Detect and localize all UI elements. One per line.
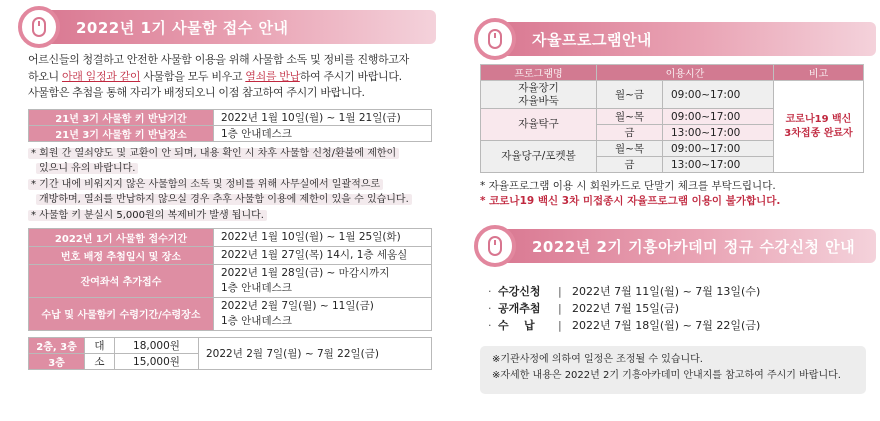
schedule-value: 2022년 7월 15일(금) — [572, 302, 680, 315]
program-time: 09:00~17:00 — [663, 141, 774, 157]
separator-icon: | — [558, 285, 562, 298]
mouse-icon-badge — [474, 225, 516, 267]
intro-text: 사물함을 모두 비우고 — [140, 69, 246, 83]
table-row — [29, 264, 432, 297]
usage-period-cell: 2022년 2월 7일(월) ~ 7월 22일(금) — [199, 337, 432, 369]
apply-period-label: 2022년 1기 사물함 접수기간 — [29, 228, 214, 246]
floor-cell: 3층 — [29, 353, 85, 369]
table-header-row — [481, 65, 864, 81]
program-notes — [480, 179, 878, 209]
program-name — [481, 81, 597, 109]
program-day: 월~목 — [597, 109, 663, 125]
note-line: * 회원 간 열쇠양도 및 교환이 안 되며, 내용 확인 시 차후 사물함 신청/환불에 제한이 — [28, 148, 399, 159]
bullet-icon: · — [488, 285, 492, 298]
academy-banner — [480, 229, 876, 263]
schedule-value: 2022년 7월 11일(월) ~ 7월 13일(수) — [572, 285, 761, 298]
price-cell: 18,000원 — [115, 337, 199, 353]
program-name-line: 자율바둑 — [518, 94, 559, 107]
table-row — [29, 337, 432, 353]
key-return-table — [28, 109, 432, 142]
locker-notes — [28, 146, 436, 223]
program-day: 월~금 — [597, 81, 663, 109]
header-time: 이용시간 — [597, 65, 774, 81]
mouse-icon — [488, 236, 502, 256]
program-banner — [480, 22, 876, 56]
remark-line: 3차접종 완료자 — [784, 127, 853, 139]
draw-label: 번호 배정 추첨일시 및 장소 — [29, 246, 214, 264]
program-name: 자율당구/포켓볼 — [481, 141, 597, 173]
schedule-label: 수강신청 — [498, 285, 541, 298]
program-remark — [774, 81, 864, 173]
program-time: 09:00~17:00 — [663, 109, 774, 125]
header-program: 프로그램명 — [481, 65, 597, 81]
remark-line: 코로나19 백신 — [785, 113, 852, 125]
schedule-row — [488, 317, 878, 334]
note-line: * 기간 내에 비워지지 않은 사물함의 소독 및 정비를 위해 사무실에서 일괄적으로 — [28, 179, 383, 190]
separator-icon: | — [558, 302, 562, 315]
floor-cell: 2층, 3층 — [29, 337, 85, 353]
table-row — [29, 246, 432, 264]
academy-banner-title: 2022년 2기 기흥아카데미 정규 수강신청 안내 — [532, 238, 856, 256]
payment-value — [214, 297, 432, 330]
table-row — [29, 297, 432, 330]
program-day: 금 — [597, 157, 663, 173]
note-item — [28, 177, 436, 207]
note-item — [28, 208, 436, 223]
program-note: * 자율프로그램 이용 시 회원카드로 단말기 체크를 부탁드립니다. — [480, 180, 776, 192]
mouse-icon — [32, 17, 46, 37]
extra-apply-value — [214, 264, 432, 297]
payment-period: 2022년 2월 7일(월) ~ 11일(금) — [221, 299, 374, 312]
schedule-row — [488, 300, 878, 317]
bullet-icon: · — [488, 319, 492, 332]
return-period-value: 2022년 1월 10일(월) ~ 1월 21일(금) — [214, 109, 432, 125]
program-time: 09:00~17:00 — [663, 81, 774, 109]
intro-highlight-return: 열쇠를 반납 — [245, 69, 300, 83]
intro-line-1: 어르신들의 청결하고 안전한 사물함 이용을 위해 사물함 소독 및 정비를 진행하고자 — [28, 53, 409, 66]
bullet-icon: · — [488, 302, 492, 315]
table-row — [29, 228, 432, 246]
program-name: 자율탁구 — [481, 109, 597, 141]
note-line: 있으니 유의 바랍니다. — [36, 163, 138, 174]
mouse-icon-badge — [474, 18, 516, 60]
note-item — [28, 146, 436, 176]
schedule-value: 2022년 7월 18일(월) ~ 7월 22일(금) — [572, 319, 761, 332]
program-name-line: 자율장기 — [518, 82, 559, 94]
mouse-icon-badge — [18, 6, 60, 48]
intro-highlight-schedule: 아래 일정과 같이 — [61, 69, 141, 83]
extra-apply-label: 잔여좌석 추가접수 — [29, 264, 214, 297]
locker-section — [0, 0, 440, 370]
locker-banner-title: 2022년 1기 사물함 접수 안내 — [76, 19, 289, 37]
locker-banner — [24, 10, 436, 44]
fine-print-line: ※기관사정에 의하여 일정은 조정될 수 있습니다. — [492, 354, 703, 365]
program-day: 월~목 — [597, 141, 663, 157]
intro-text: 하여 주시기 바랍니다. — [299, 69, 402, 83]
note-line: * 사물함 키 분실시 5,000원의 복제비가 발생 됩니다. — [28, 210, 267, 221]
fine-print-line: ※자세한 내용은 2022년 2기 기흥아카데미 안내지를 참고하여 주시기 바랍니다. — [492, 370, 841, 381]
header-remark: 비고 — [774, 65, 864, 81]
table-row — [29, 125, 432, 141]
schedule-row — [488, 283, 878, 300]
program-section — [468, 0, 878, 394]
note-line: 개방하며, 열쇠를 반납하지 않으실 경우 추후 사물함 이용에 제한이 있을 수 있습니다. — [36, 194, 412, 205]
extra-apply-period: 2022년 1월 28일(금) ~ 마감시까지 — [221, 266, 390, 279]
intro-text: 하오니 — [28, 69, 62, 83]
program-banner-title: 자율프로그램안내 — [532, 31, 652, 49]
payment-label: 수납 및 사물함키 수령기간/수령장소 — [29, 297, 214, 330]
return-place-label: 21년 3기 사물함 키 반납장소 — [29, 125, 214, 141]
program-warning: * 코로나19 백신 3차 미접종시 자율프로그램 이용이 불가합니다. — [480, 195, 781, 207]
return-place-value: 1층 안내데스크 — [214, 125, 432, 141]
draw-value: 2022년 1월 27일(목) 14시, 1층 세움실 — [214, 246, 432, 264]
academy-fine-print — [480, 346, 866, 394]
schedule-label: 수 납 — [498, 319, 535, 332]
program-day: 금 — [597, 125, 663, 141]
program-table — [480, 64, 864, 173]
intro-line-3: 사물함은 추첨을 통해 자리가 배정되오니 이점 참고하여 주시기 바랍니다. — [28, 86, 365, 99]
payment-place: 1층 안내데스크 — [221, 314, 292, 327]
table-row — [29, 109, 432, 125]
table-row — [481, 81, 864, 109]
intro-line-2 — [28, 69, 436, 86]
mouse-icon — [488, 29, 502, 49]
locker-price-table — [28, 337, 432, 370]
price-cell: 15,000원 — [115, 353, 199, 369]
separator-icon: | — [558, 319, 562, 332]
size-cell: 소 — [85, 353, 115, 369]
locker-apply-table — [28, 228, 432, 331]
locker-intro — [28, 52, 436, 102]
apply-period-value: 2022년 1월 10일(월) ~ 1월 25일(화) — [214, 228, 432, 246]
return-period-label: 21년 3기 사물함 키 반납기간 — [29, 109, 214, 125]
program-time: 13:00~17:00 — [663, 157, 774, 173]
program-time: 13:00~17:00 — [663, 125, 774, 141]
size-cell: 대 — [85, 337, 115, 353]
extra-apply-place: 1층 안내데스크 — [221, 281, 292, 294]
academy-schedule — [488, 283, 878, 334]
schedule-label: 공개추첨 — [498, 302, 541, 315]
